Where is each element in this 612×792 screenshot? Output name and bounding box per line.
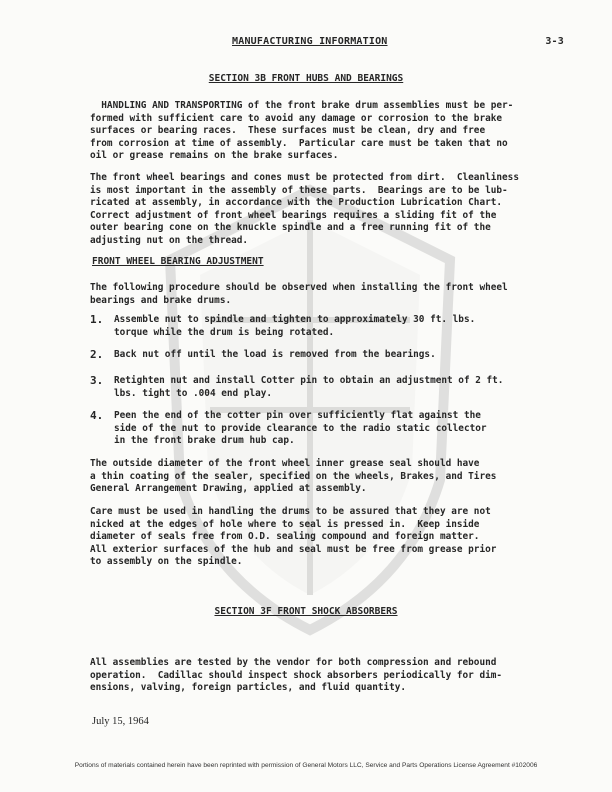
text-line: bearings and brake drums. [90,294,232,306]
document-date: July 15, 1964 [92,716,149,727]
text-line: The front wheel bearings and cones must be protected from dirt. Cleanliness [90,172,519,183]
text-line: Care must be used in handling the drums to be assured that they are not [90,506,491,517]
text-line: operation. Cadillac should inspect shock absorbers periodically for dim- [90,669,503,681]
page-number: 3-3 [545,36,564,47]
text-line: formed with sufficient care to avoid any damage or corrosion to the brake [90,112,503,124]
text-line: All exterior surfaces of the hub and seal must be free from grease prior [90,543,497,555]
step-number: 3. [90,374,104,387]
text-line: oil or grease remains on the brake surfaces. [90,150,339,161]
section-3b-paragraph-1 [90,100,550,163]
text-line: adjusting nut on the thread. [90,234,249,246]
text-line: ricated at assembly, in accordance with the Production Lubrication Chart. [90,197,503,208]
text-line: is most important in the assembly of these parts. Bearings are to be lub- [90,184,508,196]
text-line: General Arrangement Drawing, applied at assembly. [90,483,367,494]
text-line: Correct adjustment of front wheel bearings requires a sliding fit of the [90,209,497,221]
header-title: MANUFACTURING INFORMATION [232,36,388,47]
text-line: ensions, valving, foreign particles, and fluid quantity. [90,682,407,693]
text-line: Retighten nut and install Cotter pin to obtain an adjustment of 2 ft. [114,375,504,386]
section-3f-title: SECTION 3F FRONT SHOCK ABSORBERS [214,606,398,617]
text-line: Assemble nut to spindle and tighten to approximately 30 ft. lbs. [114,314,476,325]
text-line: All assemblies are tested by the vendor for both compression and rebound [90,657,497,668]
text-line: outer bearing cone on the knuckle spindle and a free running fit of the [90,222,491,233]
text-line: lbs. tight to .004 end play. [114,387,273,399]
text-line: HANDLING AND TRANSPORTING of the front brake drum assemblies must be per- [90,100,514,111]
text-line: The outside diameter of the front wheel inner grease seal should have [90,458,480,469]
section-3b-paragraph-4 [90,458,550,496]
text-line: a thin coating of the sealer, specified on the wheels, Brakes, and Tires [90,470,497,482]
section-3b-paragraph-2 [90,172,550,247]
text-line: in the front brake drum hub cap. [114,435,295,446]
section-3b-paragraph-3 [90,282,550,307]
text-line: Peen the end of the cotter pin over sufficiently flat against the [114,410,481,421]
step-number: 2. [90,348,104,361]
text-line: torque while the drum is being rotated. [114,326,335,338]
text-line: diameter of seals free from O.D. sealing compound and foreign matter. [90,531,480,542]
text-line: to assembly on the spindle. [90,556,243,567]
text-line: surfaces or bearing races. These surfaces must be clean, dry and free [90,125,486,136]
text-line: side of the nut to provide clearance to the radio static collector [114,422,487,434]
license-footer: Portions of materials contained herein have been reprinted with permission of General Motors LLC, Service and Parts Operations License Agreement #102006 [74,762,538,769]
section-3f-paragraph-1 [90,657,550,695]
page-header [232,36,564,50]
text-line: from corrosion at time of assembly. Particular care must be taken that no [90,137,508,149]
step-number: 4. [90,409,104,422]
text-line: Back nut off until the load is removed from the bearings. [114,349,436,360]
section-3b-paragraph-5 [90,506,550,569]
section-3b-title: SECTION 3B FRONT HUBS AND BEARINGS [208,73,404,84]
text-line: The following procedure should be observed when installing the front wheel [90,282,508,293]
step-number: 1. [90,313,104,326]
front-wheel-bearing-adjustment-title: FRONT WHEEL BEARING ADJUSTMENT [92,256,264,267]
text-line: nicked at the edges of hole where to seal is pressed in. Keep inside [90,518,480,530]
